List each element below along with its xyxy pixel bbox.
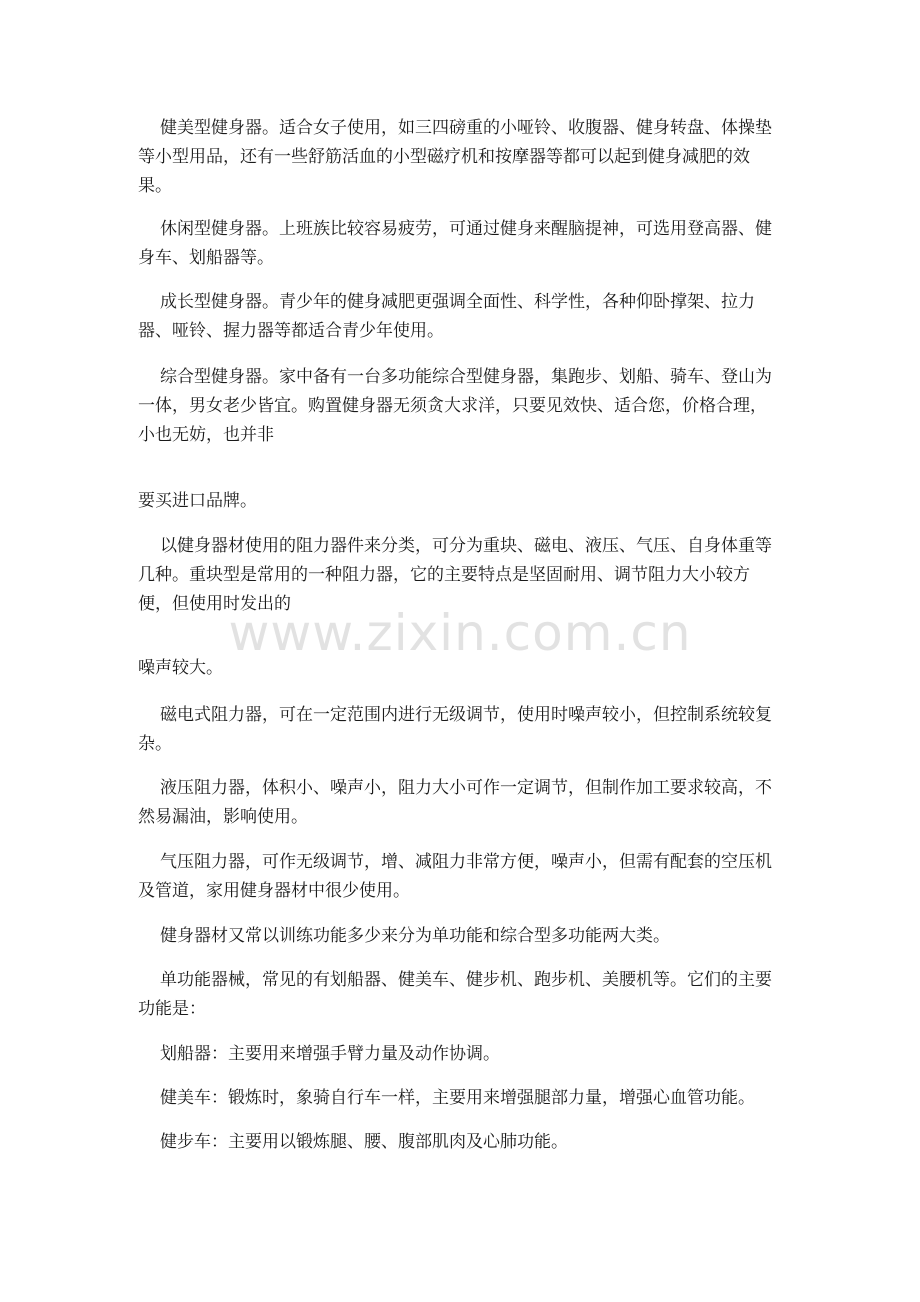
paragraph-fitness-beauty: 健美型健身器。适合女子使用，如三四磅重的小哑铃、收腹器、健身转盘、体操垫等小型用品，还有一些舒筋活血的小型磁疗机和按摩器等都可以起到健身减肥的效果。: [138, 118, 772, 196]
paragraph-magnetic: 磁电式阻力器，可在一定范围内进行无级调节，使用时噪声较小，但控制系统较复杂。: [138, 705, 772, 754]
paragraph-exercise-bike: 健美车：锻炼时，象骑自行车一样，主要用来增强腿部力量，增强心血管功能。: [160, 1088, 755, 1108]
paragraph-single-function: 单功能器械，常见的有划船器、健美车、健步机、跑步机、美腰机等。它们的主要功能是：: [138, 970, 772, 1019]
paragraph-growth: 成长型健身器。青少年的健身减肥更强调全面性、科学性，各种仰卧撑架、拉力器、哑铃、握力器等都适合青少年使用。: [138, 292, 755, 341]
paragraph-function-categories: 健身器材又常以训练功能多少来分为单功能和综合型多功能两大类。: [160, 926, 670, 946]
watermark-text: www.zixin.com.cn: [228, 604, 692, 662]
paragraph-comprehensive: 综合型健身器。家中备有一台多功能综合型健身器，集跑步、划船、骑车、登山为一体，男女老少皆宜。购置健身器无须贪大求洋，只要见效快、适合您，价格合理，小也无妨，也并非: [138, 367, 772, 445]
paragraph-pneumatic: 气压阻力器，可作无级调节，增、减阻力非常方便，噪声小，但需有配套的空压机及管道，家用健身器材中很少使用。: [138, 852, 772, 901]
paragraph-walking-machine: 健步车：主要用以锻炼腿、腰、腹部肌肉及心肺功能。: [160, 1132, 568, 1152]
paragraph-noise: 噪声较大。: [138, 658, 223, 678]
paragraph-imported-brand: 要买进口品牌。: [138, 491, 257, 511]
paragraph-leisure: 休闲型健身器。上班族比较容易疲劳，可通过健身来醒脑提神，可选用登高器、健身车、划船器等。: [138, 219, 772, 268]
paragraph-resistance-types: 以健身器材使用的阻力器件来分类，可分为重块、磁电、液压、气压、自身体重等几种。重块型是常用的一种阻力器，它的主要特点是坚固耐用、调节阻力大小较方便，但使用时发出的: [138, 536, 772, 614]
paragraph-hydraulic: 液压阻力器，体积小、噪声小，阻力大小可作一定调节，但制作加工要求较高，不然易漏油，影响使用。: [138, 778, 772, 827]
paragraph-rowing: 划船器：主要用来增强手臂力量及动作协调。: [160, 1044, 500, 1064]
